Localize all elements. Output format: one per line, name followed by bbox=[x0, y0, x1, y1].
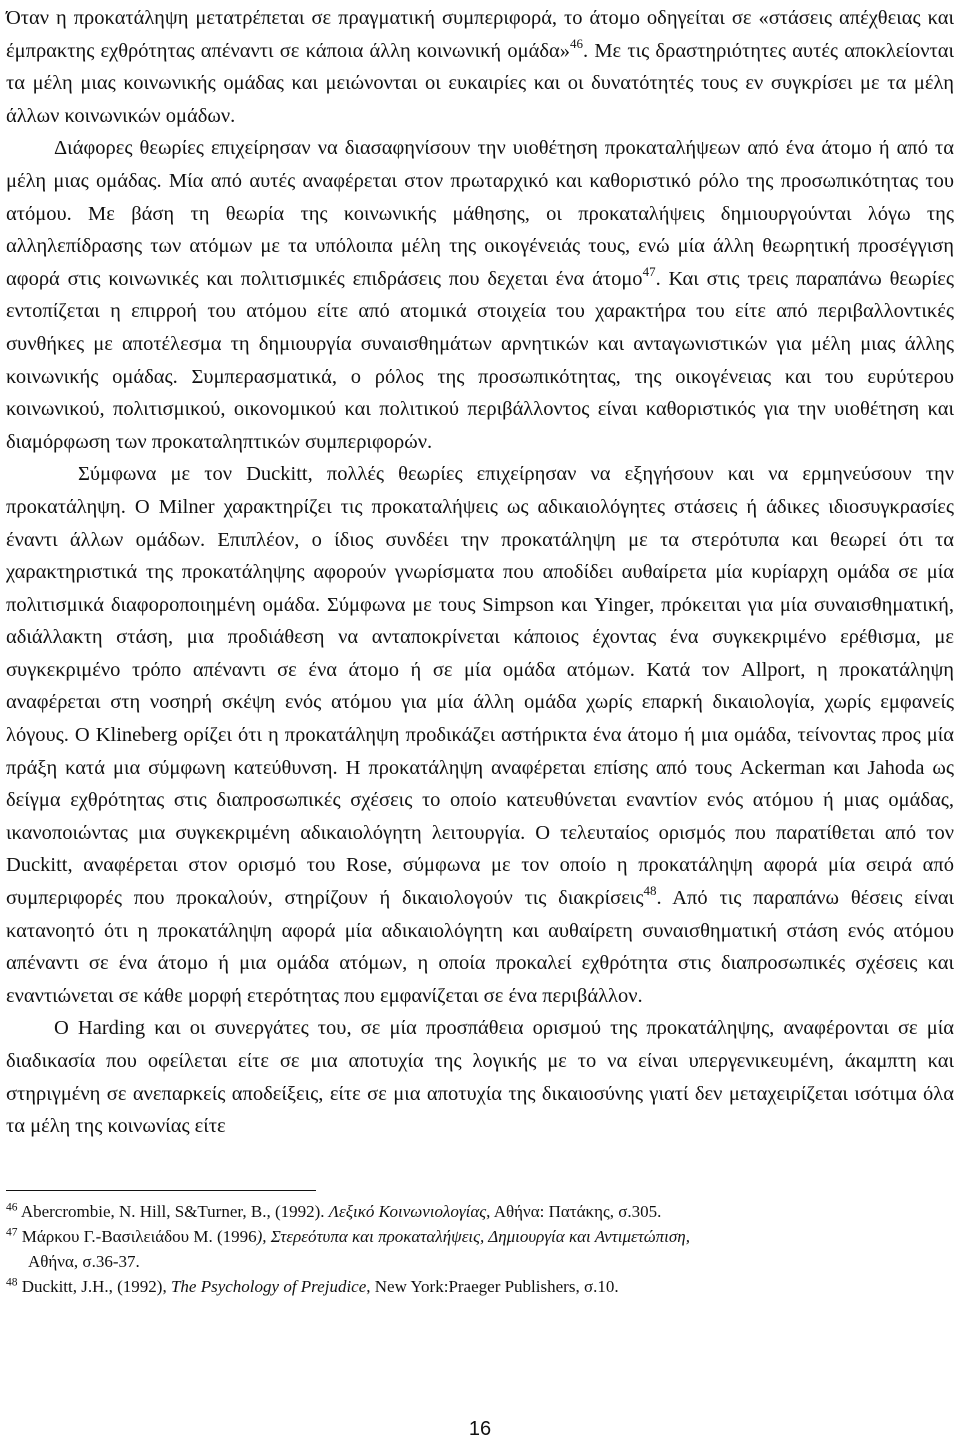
footnotes bbox=[6, 1199, 954, 1299]
footnote-title: Λεξικό Κοινωνιολογίας bbox=[328, 1201, 487, 1221]
footnote-48: $^{48}$ Duckitt, J.H., (1992), The Psychology of Prejudice, New York:Praeger Publishers, σ.10. bbox=[6, 1276, 619, 1296]
footnote-number: 48 bbox=[6, 1276, 18, 1289]
footnote-ref-47[interactable]: 47 bbox=[642, 263, 656, 279]
paragraph-3: Σύμφωνα με τον Duckitt, πολλές θεωρίες επιχείρησαν να εξηγήσουν και να ερμηνεύσουν την προκατάληψη. Ο Milner χαρακτηρίζει τις προκαταλήψεις ως αδικαιολόγητες στάσεις ή άδικες ιδιοσυγκρασίες έναντι άλλων ομάδων. Επιπλέον, ο ίδιος συνδέει την προκατάληψη με τα στερότυπα και θεωρεί ότι τα χαρακτηριστικά της προκατάληψης αφορούν γνωρίσματα που αποδίδει αυθαίρετα μία κυρίαρχη ομάδα σε μία πολιτισμικά διαφοροποιημένη ομάδα. Σύμφωνα με τους Simpson και Yinger, πρόκειται για μία συναισθηματική, αδιάλλακτη στάση, μια προδιάθεση να ανταποκρίνεται κάποιος έχοντας ένα συγκεκριμένο ερέθισμα, με συγκεκριμένο τρόπο απέναντι σε ένα άτομο ή σε μία ομάδα ατόμων. Κατά τον Allport, η προκατάληψη αναφέρεται στη νοσηρή σκέψη ενός ατόμου για μία άλλη ομάδα χωρίς επαρκή δικαιολογία, χωρίς εμφανείς λόγους. Ο Klineberg ορίζει ότι η προκατάληψη προδικάζει αστήρικτα ένα άτομο ή μια ομάδα, τείνοντας προς μία πράξη κατά μια σύμφωνη κατεύθυνση. Η προκατάληψη αναφέρεται επίσης από τους Ackerman και Jahoda ως δείγμα εχθρότητας στις διαπροσωπικές σχέσεις το οποίο κατευθύνεται εναντίον ενός ατόμου ή μιας ομάδας, ικανοποιώντας μια συγκεκριμένη αδικαιολόγητη λειτουργία. Ο τελευταίος ορισμός που παρατίθεται από τον Duckitt, αναφέρεται στον ορισμό του Rose, σύμφωνα με τον οποίο η προκατάληψη αφορά μία σειρά από συμπεριφορές που προκαλούν, στηρίζουν ή δικαιολογούν τις διακρίσεις$^{48}$. Από τις παραπάνω θέσεις είναι κατανοητό ότι η προκατάληψη αφορά μία αδικαιολόγητη και αυθαίρετη συναισθηματική στάση ενός ατόμου απέναντι σε ένα άτομο ή μια ομάδα ατόμων, η οποία προκαλεί εχθρότητα στις διαπροσωπικές σχέσεις και εναντιώνεται σε κάθε μορφή ετερότητας που εμφανίζεται σε ένα περιβάλλον. bbox=[6, 463, 954, 1007]
footnote-ref-46[interactable]: 46 bbox=[569, 35, 583, 51]
footnote-separator bbox=[6, 1190, 316, 1191]
footnote-47: $^{47}$ Μάρκου Γ.-Βασιλειάδου Μ. (1996), Στερεότυπα και προκαταλήψεις, Δημιουργία και Αντιμετώπιση, Αθήνα, σ.36-37. bbox=[6, 1226, 690, 1271]
footnote-ref-48[interactable]: 48 bbox=[643, 883, 657, 899]
paragraph-2: Διάφορες θεωρίες επιχείρησαν να διασαφηνίσουν την υιοθέτηση προκαταλήψεων από ένα άτομο ή από τα μέλη μιας ομάδας. Μία από αυτές αναφέρεται στον πρωταρχικό και καθοριστικό ρόλο της προσωπικότητας του ατόμου. Με βάση τη θεωρία της κοινωνικής μάθησης, οι προκαταλήψεις δημιουργούνται λόγω της αλληλεπίδρασης των ατόμων με τα υπόλοιπα μέλη της οικογένειάς τους, ενώ μία άλλη θεωρητική προσέγγιση αφορά στις κοινωνικές και πολιτισμικές επιδράσεις που δεχεται ένα άτομο$^{47}$. Και στις τρεις παραπάνω θεωρίες εντοπίζεται η επιρροή του ατόμου είτε από ατομικά στοιχεία του χαρακτήρα του είτε από περιβαλλοντικές συνθήκες με αποτέλεσμα τη δημιουργία συναισθημάτων αρνητικών και ανταγωνιστικών για μέλη μιας άλλης κοινωνικής ομάδας. Συμπερασματικά, ο ρόλος της προσωπικότητας, της οικογένειας και του ευρύτερου κοινωνικού, πολιτισμικού, οικονομικού και πολιτικού περιβάλλοντος είναι καθοριστικός για την υιοθέτηση και διαμόρφωση των προκαταληπτικών συμπεριφορών. bbox=[6, 137, 954, 453]
footnote-number: 47 bbox=[6, 1226, 18, 1239]
footnote-46: $^{46}$ Abercrombie, N. Hill, S&Turner, B., (1992). Λεξικό Κοινωνιολογίας, Αθήνα: Πατάκης, σ.305. bbox=[6, 1201, 662, 1221]
footnote-number: 46 bbox=[6, 1201, 18, 1214]
footnote-title: The Psychology of Prejudice bbox=[170, 1276, 367, 1296]
page-number: 16 bbox=[468, 1418, 492, 1440]
body-text bbox=[6, 2, 954, 1143]
footnote-title: ), Στερεότυπα και προκαταλήψεις, Δημιουργία και Αντιμετώπιση, bbox=[256, 1226, 690, 1246]
paragraph-4: Ο Harding και οι συνεργάτες του, σε μία προσπάθεια ορισμού της προκατάληψης, αναφέρονται σε μία διαδικασία που οφείλεται είτε σε μια αποτυχία της λογικής με το να είναι υπεργενικευμένη, άκαμπτη και στηριγμένη σε ανεπαρκείς αποδείξεις, είτε σε μια αποτυχία της δικαιοσύνης γιατί δεν μεταχειρίζεται ισότιμα όλα τα μέλη της κοινωνίας είτε bbox=[6, 1017, 954, 1138]
paragraph-1: Όταν η προκατάληψη μετατρέπεται σε πραγματική συμπεριφορά, το άτομο οδηγείται σε «στάσεις απέχθειας και έμπρακτης εχθρότητας απέναντι σε κάποια άλλη κοινωνική ομάδα»$^{46}$. Με τις δραστηριότητες αυτές αποκλείονται τα μέλη μιας κοινωνικής ομάδας και μειώνονται οι ευκαιρίες και οι δυνατότητές τους εν συγκρίσει με τα μέλη άλλων κοινωνικών ομάδων. bbox=[6, 7, 954, 127]
